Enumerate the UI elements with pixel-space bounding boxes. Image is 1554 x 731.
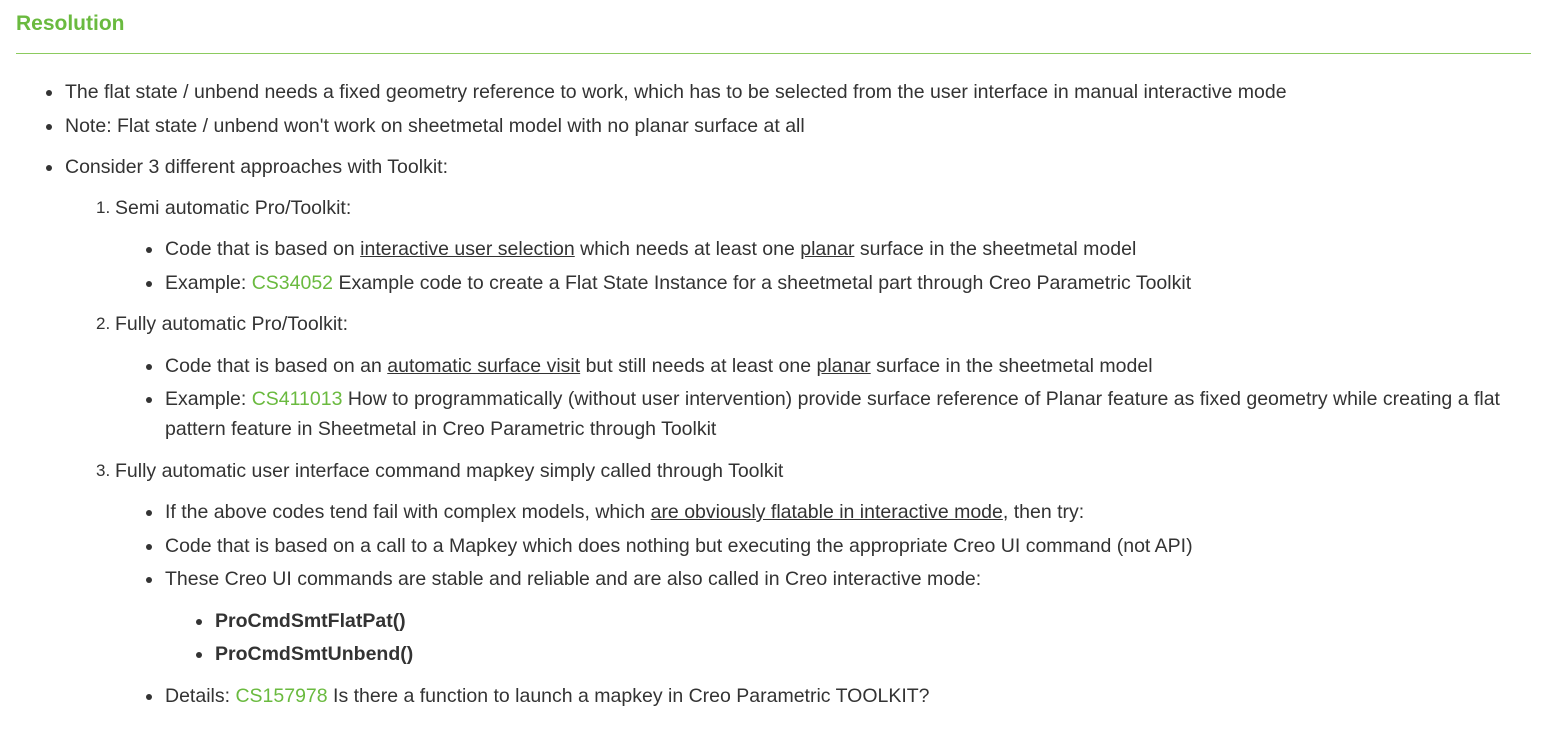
approach-item — [96, 193, 352, 223]
list-item — [165, 497, 1084, 527]
list-item — [165, 531, 1193, 561]
article-link-cs157978[interactable]: CS157978 — [235, 685, 328, 707]
text-segment: Code that is based on an — [165, 355, 388, 377]
command-item — [215, 606, 406, 636]
command-item — [215, 639, 413, 669]
list-item — [165, 681, 930, 711]
article-link-cs34052[interactable]: CS34052 — [251, 272, 334, 294]
section-heading: Resolution — [16, 12, 125, 35]
underlined-term: interactive user selection — [360, 238, 575, 260]
text-segment: Code that is based on — [165, 238, 361, 260]
text-segment: surface in the sheetmetal model — [870, 355, 1153, 377]
approach-number: 2. — [96, 314, 111, 333]
underlined-term: are obviously flatable in interactive mode — [650, 501, 1003, 523]
list-item — [165, 564, 981, 594]
list-item — [165, 351, 1153, 381]
command-name: ProCmdSmtFlatPat() — [215, 610, 406, 632]
list-item-text: Code that is based on a call to a Mapkey which does nothing but executing the appropriate Creo UI command (not API) — [165, 535, 1193, 557]
text-segment: but still needs at least one — [580, 355, 817, 377]
text-segment: , then try: — [1002, 501, 1085, 523]
list-item-text: These Creo UI commands are stable and reliable and are also called in Creo interactive mode: — [165, 568, 982, 590]
underlined-term: planar — [800, 238, 855, 260]
approach-title: Fully automatic Pro/Toolkit: — [115, 313, 349, 335]
approach-title: Semi automatic Pro/Toolkit: — [115, 197, 352, 219]
list-item-text: Consider 3 different approaches with Toolkit: — [65, 156, 449, 178]
text-segment: Example: — [165, 388, 252, 410]
text-segment: Is there a function to launch a mapkey in Creo Parametric TOOLKIT? — [327, 685, 930, 707]
list-item — [65, 77, 1287, 107]
approach-number: 1. — [96, 198, 111, 217]
list-item-text: The flat state / unbend needs a fixed geometry reference to work, which has to be selected from the user interface in manual interactive mode — [65, 81, 1287, 103]
underlined-term: planar — [816, 355, 871, 377]
list-item — [165, 268, 1191, 298]
approach-number: 3. — [96, 461, 111, 480]
approach-title: Fully automatic user interface command mapkey simply called through Toolkit — [115, 460, 784, 482]
list-item-text: Note: Flat state / unbend won't work on sheetmetal model with no planar surface at all — [65, 115, 805, 137]
list-item — [165, 384, 1535, 444]
list-item — [65, 111, 805, 141]
text-segment: Example: — [165, 272, 252, 294]
text-segment: surface in the sheetmetal model — [854, 238, 1137, 260]
approach-item — [96, 456, 784, 486]
article-link-cs411013[interactable]: CS411013 — [251, 388, 343, 410]
text-segment: If the above codes tend fail with complex models, which — [165, 501, 651, 523]
underlined-term: automatic surface visit — [387, 355, 581, 377]
text-segment: which needs at least one — [574, 238, 801, 260]
heading-divider — [16, 53, 1531, 54]
text-segment: Details: — [165, 685, 236, 707]
list-item — [165, 234, 1136, 264]
text-segment: Example code to create a Flat State Instance for a sheetmetal part through Creo Parametric Toolkit — [333, 272, 1192, 294]
approach-item — [96, 309, 349, 339]
list-item — [65, 152, 448, 182]
text-segment: How to programmatically (without user intervention) provide surface reference of Planar feature as fixed geometry while creating a flat pattern feature in Sheetmetal in Creo Parametric through Toolkit — [165, 388, 1500, 440]
command-name: ProCmdSmtUnbend() — [215, 643, 414, 665]
